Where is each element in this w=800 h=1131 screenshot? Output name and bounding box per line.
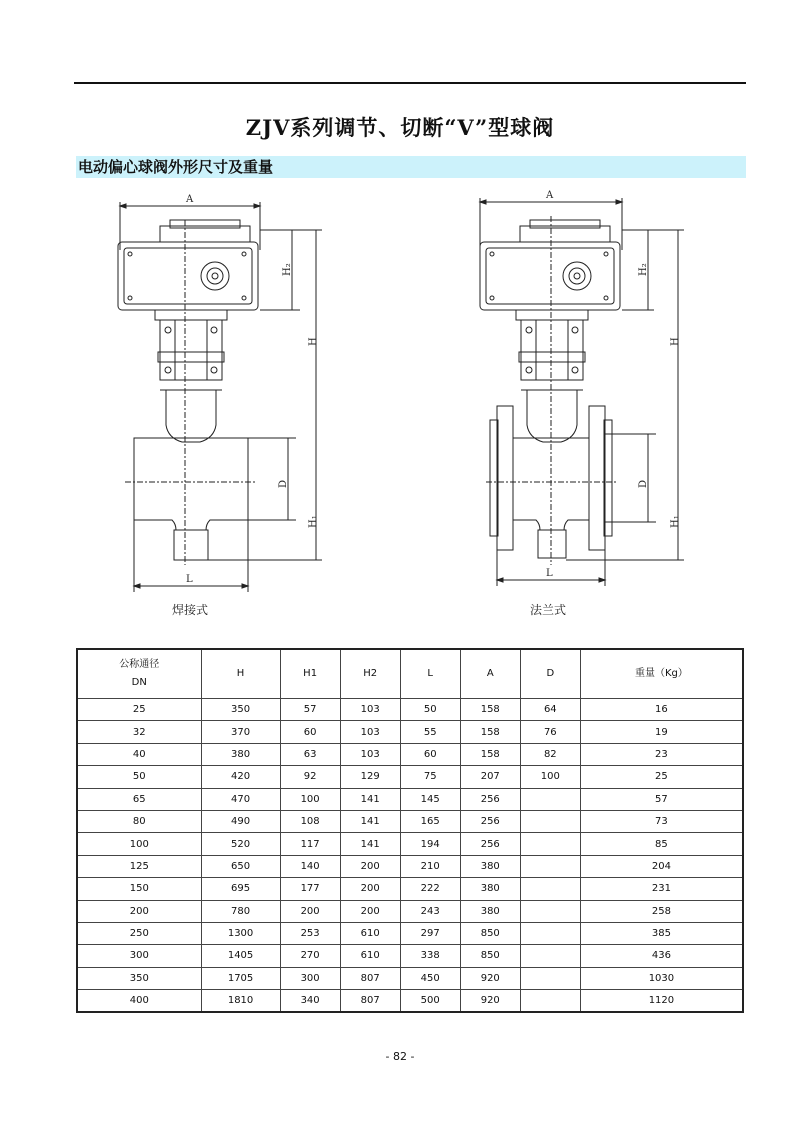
table-cell: 129 [340, 766, 400, 788]
table-cell: 420 [201, 766, 280, 788]
table-row [77, 900, 743, 922]
dim-h2-right: H₂ [638, 263, 649, 276]
dimension-table [76, 648, 744, 1013]
table-cell: 100 [520, 766, 580, 788]
table-cell: 436 [580, 945, 743, 967]
table-row [77, 855, 743, 877]
dim-l-right: L [546, 568, 553, 579]
table-cell: 75 [400, 766, 460, 788]
table-cell: 200 [340, 878, 400, 900]
table-cell: 57 [280, 699, 340, 721]
dim-h1-right: H₁ [670, 515, 681, 528]
table-cell: 32 [77, 721, 201, 743]
table-cell: 231 [580, 878, 743, 900]
header-h: H [201, 649, 280, 699]
dim-l-left: L [186, 574, 193, 585]
caption-welded: 焊接式 [172, 603, 209, 617]
table-body [77, 699, 743, 1013]
table-cell: 50 [77, 766, 201, 788]
table-cell: 60 [280, 721, 340, 743]
table-cell [520, 945, 580, 967]
header-rule [74, 82, 746, 84]
table-cell: 200 [280, 900, 340, 922]
table-cell: 222 [400, 878, 460, 900]
table-cell: 270 [280, 945, 340, 967]
table-cell: 57 [580, 788, 743, 810]
table-row [77, 990, 743, 1013]
table-cell: 210 [400, 855, 460, 877]
table-row [77, 743, 743, 765]
table-row [77, 967, 743, 989]
table-cell: 450 [400, 967, 460, 989]
table-cell: 55 [400, 721, 460, 743]
table-cell: 103 [340, 743, 400, 765]
table-cell: 650 [201, 855, 280, 877]
header-l: L [400, 649, 460, 699]
table-cell: 258 [580, 900, 743, 922]
table-cell: 64 [520, 699, 580, 721]
table-cell: 65 [77, 788, 201, 810]
table-row [77, 699, 743, 721]
table-cell: 340 [280, 990, 340, 1013]
table-cell: 380 [460, 878, 520, 900]
table-cell: 380 [460, 900, 520, 922]
table-cell: 117 [280, 833, 340, 855]
table-cell: 253 [280, 922, 340, 944]
table-row [77, 721, 743, 743]
table-cell: 380 [201, 743, 280, 765]
table-cell: 920 [460, 967, 520, 989]
table-cell: 1705 [201, 967, 280, 989]
table-cell: 1120 [580, 990, 743, 1013]
table-cell: 850 [460, 922, 520, 944]
table-cell: 385 [580, 922, 743, 944]
table-cell: 780 [201, 900, 280, 922]
table-cell: 250 [77, 922, 201, 944]
table-cell: 256 [460, 810, 520, 832]
table-cell: 40 [77, 743, 201, 765]
table-cell: 25 [580, 766, 743, 788]
dim-a-right: A [546, 190, 554, 201]
table-cell: 165 [400, 810, 460, 832]
table-cell: 158 [460, 743, 520, 765]
table-cell: 695 [201, 878, 280, 900]
table-cell: 100 [280, 788, 340, 810]
table-cell [520, 788, 580, 810]
table-row [77, 766, 743, 788]
table-cell: 370 [201, 721, 280, 743]
table-cell: 350 [77, 967, 201, 989]
table-cell [520, 990, 580, 1013]
dim-d-left: D [278, 479, 289, 488]
caption-flanged: 法兰式 [530, 603, 567, 617]
table-cell: 256 [460, 788, 520, 810]
table-cell: 194 [400, 833, 460, 855]
table-cell [520, 967, 580, 989]
header-dn-line2: DN [131, 677, 147, 688]
dim-h1-left: H₁ [308, 515, 319, 528]
dim-h-right: H [670, 337, 681, 346]
table-cell [520, 900, 580, 922]
table-cell: 103 [340, 699, 400, 721]
header-h2: H2 [340, 649, 400, 699]
dim-h-left: H [308, 337, 319, 346]
dim-a-left: A [186, 194, 194, 205]
page-number: - 82 - [385, 1050, 415, 1063]
table-cell: 1405 [201, 945, 280, 967]
table-cell: 1300 [201, 922, 280, 944]
table-cell [520, 878, 580, 900]
table-cell: 350 [201, 699, 280, 721]
table-cell: 300 [77, 945, 201, 967]
table-cell: 177 [280, 878, 340, 900]
table-cell: 207 [460, 766, 520, 788]
table-cell: 50 [400, 699, 460, 721]
table-cell: 610 [340, 945, 400, 967]
table-cell: 243 [400, 900, 460, 922]
table-cell: 100 [77, 833, 201, 855]
table-cell: 200 [340, 900, 400, 922]
table-row [77, 945, 743, 967]
table-cell: 920 [460, 990, 520, 1013]
table-cell: 125 [77, 855, 201, 877]
table-cell: 92 [280, 766, 340, 788]
table-cell: 338 [400, 945, 460, 967]
table-cell: 500 [400, 990, 460, 1013]
table-cell: 103 [340, 721, 400, 743]
table-row [77, 833, 743, 855]
table-cell: 60 [400, 743, 460, 765]
table-cell [520, 810, 580, 832]
header-dn [77, 649, 201, 699]
header-d: D [520, 649, 580, 699]
table-cell: 297 [400, 922, 460, 944]
table-cell: 400 [77, 990, 201, 1013]
table-cell: 80 [77, 810, 201, 832]
welded-valve-drawing [118, 194, 322, 617]
table-cell: 145 [400, 788, 460, 810]
table-cell: 380 [460, 855, 520, 877]
table-header-row [77, 649, 743, 699]
table-cell: 141 [340, 810, 400, 832]
table-row [77, 878, 743, 900]
table-cell: 25 [77, 699, 201, 721]
table-cell: 63 [280, 743, 340, 765]
header-dn-line1: 公称通径 [119, 659, 160, 670]
header-weight: 重量（Kg） [580, 649, 743, 699]
table-cell: 300 [280, 967, 340, 989]
table-cell: 520 [201, 833, 280, 855]
valve-drawings [0, 180, 800, 640]
table-cell: 73 [580, 810, 743, 832]
table-cell: 200 [77, 900, 201, 922]
table-cell: 141 [340, 833, 400, 855]
page-title: ZJV系列调节、切断“V”型球阀 [245, 115, 555, 140]
table-cell: 204 [580, 855, 743, 877]
table-cell: 158 [460, 699, 520, 721]
table-cell: 16 [580, 699, 743, 721]
table-cell: 470 [201, 788, 280, 810]
table-cell: 108 [280, 810, 340, 832]
table-cell: 85 [580, 833, 743, 855]
table-cell: 807 [340, 967, 400, 989]
header-h1: H1 [280, 649, 340, 699]
table-row [77, 810, 743, 832]
table-cell: 490 [201, 810, 280, 832]
dim-d-right: D [638, 479, 649, 488]
table-cell [520, 833, 580, 855]
section-title: 电动偏心球阀外形尺寸及重量 [76, 156, 746, 178]
table-cell: 610 [340, 922, 400, 944]
table-cell: 807 [340, 990, 400, 1013]
table-row [77, 788, 743, 810]
table-row [77, 922, 743, 944]
table-cell [520, 922, 580, 944]
table-cell: 141 [340, 788, 400, 810]
table-cell: 76 [520, 721, 580, 743]
table-cell: 256 [460, 833, 520, 855]
table-cell: 200 [340, 855, 400, 877]
table-cell: 23 [580, 743, 743, 765]
table-cell: 1030 [580, 967, 743, 989]
table-cell: 850 [460, 945, 520, 967]
table-cell: 150 [77, 878, 201, 900]
dim-h2-left: H₂ [282, 263, 293, 276]
flanged-valve-drawing [480, 190, 684, 617]
table-cell: 1810 [201, 990, 280, 1013]
table-cell: 158 [460, 721, 520, 743]
header-a: A [460, 649, 520, 699]
table-cell: 140 [280, 855, 340, 877]
table-cell: 19 [580, 721, 743, 743]
table-cell [520, 855, 580, 877]
table-cell: 82 [520, 743, 580, 765]
